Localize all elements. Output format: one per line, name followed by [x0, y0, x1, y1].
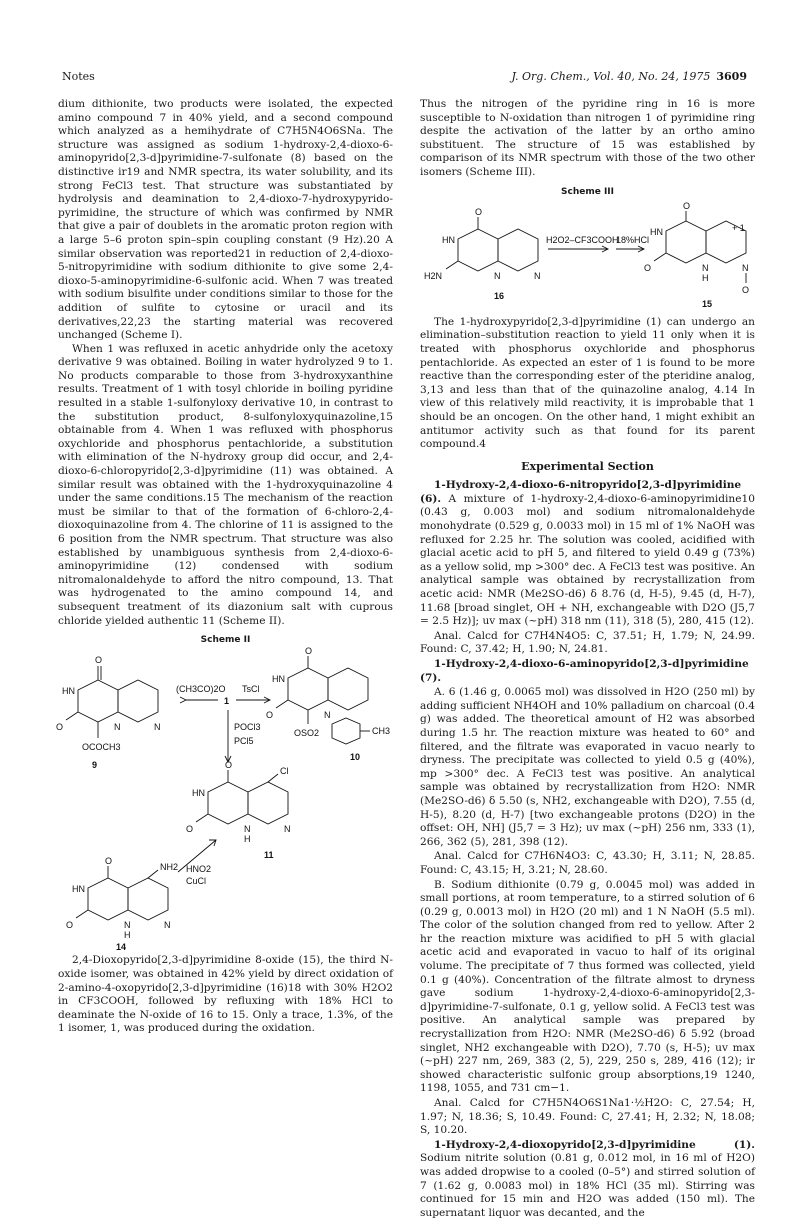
- experimental-section-heading: Experimental Section: [521, 459, 654, 473]
- svg-text:POCl3: POCl3: [234, 721, 261, 732]
- svg-text:N: N: [124, 919, 131, 930]
- svg-text:O: O: [56, 721, 64, 732]
- svg-text:O: O: [475, 207, 483, 218]
- svg-text:OSO2: OSO2: [294, 727, 320, 738]
- analysis-line: Anal. Calcd for C7H4N4O5: C, 37.51; H, 1.79; N, 24.99. Found: C, 37.42; H, 1.90; N, 24.81.: [420, 629, 755, 656]
- svg-text:O: O: [266, 709, 274, 720]
- compound-10-structure: [266, 646, 390, 762]
- compound-11-structure: [186, 760, 291, 860]
- scheme-iii-diagram: [420, 201, 755, 311]
- svg-text:HN: HN: [72, 883, 85, 894]
- svg-text:16: 16: [494, 291, 505, 302]
- svg-text:N: N: [114, 721, 121, 732]
- procedure-a: A. 6 (1.46 g, 0.0065 mol) was dissolved in H2O (250 ml) by adding sufficient NH4OH and 10% palladium on charcoal (0.4 g) was added. The theoretical amount of H2 was absorbed during 1.5 hr. The reaction mixture was heated to 60° and filtered, and the filtrate was evaporated in vacuo nearly to dryness. The precipitate was collected to yield 0.5 g (40%), mp >300° dec. A FeCl3 test was positive. An analytical sample was obtained by recrystallization from H2O: NMR (Me2SO-d6) δ 5.50 (s, NH2, exchangeable with D2O), 7.55 (d, H-5), 8.20 (d, H-7) [two exchangeable protons (D2O) in the offset: OH, NH] (J5,7 = 3 Hz); uv max (~pH) 256 nm, 333 (1), 266, 362 (5), 281, 398 (12).: [420, 686, 755, 848]
- svg-text:15: 15: [702, 299, 713, 310]
- svg-text:N: N: [702, 263, 709, 274]
- svg-text:N: N: [154, 721, 161, 732]
- paragraph: When 1 was refluxed in acetic anhydride only the acetoxy derivative 9 was obtained. Boiling in water hydrolyzed 9 to 1. No products comparable to those from 3-hydroxyxanthine results. Treatment of 1 with tosyl chloride in boiling pyridine resulted in a stable 1-sulfonyloxy derivative 10, in contrast to the substitution product, 8-sulfonyloxyquinazoline,15 obtainable from 4. When 1 was refluxed with phosphorus oxychloride and phosphorus pentachloride, a substitution with elimination of the N-hydroxy group did occur, and 2,4-dioxo-6-chloropyrido[2,3-d]pyrimidine (11) was obtained. A similar result was obtained with the 1-hydroxyquinazoline 4 under the same conditions.15 The mechanism of the reaction must be similar to that of the formation of 6-chloro-2,4-dioxoquinazoline from 4. The chlorine of 11 is assigned to the 6 position from the NMR spectrum. That structure was also established by unambiguous synthesis from 2,4-dioxo-6-aminopyrimidine (12) condensed with sodium nitromalonaldehyde to afford the nitro compound, 13. That was hydrogenated to the amino compound 14, and subsequent treatment of its diazonium salt with cuprous chloride yielded authentic 11 (Scheme II).: [58, 342, 393, 627]
- svg-text:TsCl: TsCl: [242, 683, 260, 694]
- paragraph: Thus the nitrogen of the pyridine ring in 16 is more susceptible to N-oxidation than nitrogen 1 of pyrimidine ring despite the activation of the latter by an ortho amino substituent. The structure of 15 was established by comparison of its NMR spectrum with those of the two other isomers (Scheme III).: [420, 98, 755, 178]
- svg-text:H: H: [702, 273, 709, 284]
- svg-text:HN: HN: [650, 227, 663, 238]
- svg-text:CH3: CH3: [372, 725, 391, 736]
- svg-text:18%HCl: 18%HCl: [616, 235, 650, 246]
- journal-citation: J. Org. Chem., Vol. 40, No. 24, 1975: [511, 70, 711, 83]
- svg-text:O: O: [95, 654, 103, 665]
- svg-text:10: 10: [350, 751, 361, 762]
- analysis-line: Anal. Calcd for C7H6N4O3: C, 43.30; H, 3.11; N, 28.85. Found: C, 43.15; H, 3.21; N, 28.60.: [420, 850, 755, 876]
- svg-text:N: N: [494, 271, 501, 282]
- paragraph: dium dithionite, two products were isolated, the expected amino compound 7 in 40% yield, and a second compound which analyzed as a hemihydrate of C7H5N4O6SNa. The structure was assigned as sodium 1-hydroxy-2,4-dioxo-6-aminopyrido[2,3-d]pyrimidine-7-sulfonate (8) based on the distinctive ir19 and NMR spectra, its water solubility, and its strong FeCl3 test. That structure was substantiated by hydrolysis and deamination to 2,4-dioxo-7-hydroxypyrido-pyrimidine, the structure of which was confirmed by NMR that give a pair of doublets in the aromatic proton region with a large 5–6 proton spin–spin coupling constant (9 Hz).20 A similar observation was reported21 in reduction of 2,4-dioxo-5-nitropyrimidine with sodium dithionite to give some 2,4-dioxo-5-aminopyrimidine-6-sulfonic acid. When 7 was treated with sodium bisulfite under conditions similar to those for the addition of sulfite to cytosine or uracil and its derivatives,22,23 the starting material was recovered unchanged (Scheme I).: [58, 98, 393, 342]
- svg-text:1: 1: [224, 695, 230, 706]
- svg-text:O: O: [305, 645, 313, 656]
- experimental-entry-7: 1-Hydroxy-2,4-dioxo-6-aminopyrido[2,3-d]pyrimidine (7).: [420, 658, 749, 684]
- scheme-ii-title: Scheme II: [200, 635, 251, 646]
- svg-text:H2O2–CF3COOH: H2O2–CF3COOH: [546, 235, 619, 246]
- running-head-left: Notes: [62, 70, 95, 83]
- svg-text:H: H: [124, 929, 131, 940]
- svg-text:O: O: [186, 823, 194, 834]
- svg-text:O: O: [105, 855, 113, 866]
- svg-text:O: O: [683, 201, 691, 212]
- paragraph: 2,4-Dioxopyrido[2,3-d]pyrimidine 8-oxide (15), the third N-oxide isomer, was obtained in 42% yield by direct oxidation of 2-amino-4-oxopyrido[2,3-d]pyrimidine (16)18 with 30% H2O2 in CF3COOH, followed by refluxing with 18% HCl to deaminate the N-oxide of 16 to 15. Only a trace, 1.3%, of the 1 isomer, 1, was produced during the oxidation.: [58, 954, 393, 1035]
- svg-text:O: O: [66, 919, 74, 930]
- scheme-iii-title: Scheme III: [561, 186, 614, 197]
- procedure-b: B. Sodium dithionite (0.79 g, 0.0045 mol) was added in small portions, at room temperature, to a stirred solution of 6 (0.29 g, 0.0013 mol) in H2O (20 ml) and 1 N NaOH (5.5 ml). The color of the solution changed from red to yellow. After 2 hr the reaction mixture was acidified to pH 5 with glacial acetic acid and evaporated in vacuo to half of its original volume. The precipitate of 7 thus formed was collected, yield 0.1 g (40%). Concentration of the filtrate almost to dryness gave sodium 1-hydroxy-2,4-dioxo-6-aminopyrido[2,3-d]pyrimidine-7-sulfonate, 0.1 g, yellow solid. A FeCl3 test was positive. An analytical sample was prepared by recrystallization from H2O: NMR (Me2SO-d6) δ 5.92 (broad singlet, NH2 exchangeable with D2O), 7.70 (s, H-5); uv max (~pH) 227 nm, 269, 383 (2, 5), 229, 250 s, 289, 416 (12); ir showed characteristic sulfonic group absorptions,19 1240, 1198, 1055, and 731 cm−1.: [420, 878, 755, 1095]
- svg-text:H2N: H2N: [424, 271, 443, 282]
- paragraph: The 1-hydroxypyrido[2,3-d]pyrimidine (1) can undergo an elimination–substitution reaction to yield 11 only when it is treated with phosphorus oxychloride and phosphorus pentachloride. As expected an ester of 1 is found to be more reactive than the corresponding ester of the pteridine analog, 3,13 and less than that of the quinazoline analog, 4.14 In view of this relatively mild reactivity, it is improbable that 1 should be an oncogen. On the other hand, 1 might exhibit an antitumor activity such as that found for its parent compound.4: [420, 315, 755, 451]
- svg-text:+ 1: + 1: [732, 223, 745, 234]
- running-head-right: [511, 70, 747, 83]
- svg-text:14: 14: [116, 941, 127, 952]
- svg-text:PCl5: PCl5: [234, 735, 254, 746]
- svg-text:N: N: [742, 263, 749, 274]
- svg-text:HN: HN: [62, 685, 75, 696]
- left-column: [58, 98, 393, 1036]
- svg-text:N: N: [164, 919, 171, 930]
- page-number: 3609: [716, 70, 747, 83]
- compound-15-structure: [644, 201, 749, 309]
- svg-text:N: N: [244, 823, 251, 834]
- svg-text:N: N: [284, 823, 291, 834]
- analysis-line: Anal. Calcd for C7H5N4O6S1Na1·½H2O: C, 27.54; H, 1.97; N, 18.36; S, 10.49. Found: C, 27.41; H, 2.32; N, 18.08; S, 10.20.: [420, 1097, 755, 1137]
- compound-9-structure: [56, 655, 161, 770]
- svg-text:H: H: [244, 833, 251, 844]
- svg-text:CuCl: CuCl: [186, 875, 207, 886]
- svg-text:9: 9: [92, 759, 98, 770]
- svg-text:HN: HN: [272, 673, 285, 684]
- svg-text:HN: HN: [442, 235, 455, 246]
- svg-text:N: N: [534, 271, 541, 282]
- experimental-entry-6: 1-Hydroxy-2,4-dioxo-6-nitropyrido[2,3-d]pyrimidine (6). A mixture of 1-hydroxy-2,4-dioxo-6-aminopyrimidine10 (0.43 g, 0.003 mol) and sodium nitromalonaldehyde monohydrate (0.529 g, 0.0033 mol) in 15 ml of 1% NaOH was refluxed for 2.25 hr. The solution was cooled, acidified with glacial acetic acid to pH 5, and filtered to yield 0.49 g (73%) as a yellow solid, mp >300° dec. A FeCl3 test was positive. An analytical sample was obtained by recrystallization from acetic acid: NMR (Me2SO-d6) δ 8.76 (d, H-5), 9.45 (d, H-7), 11.68 [broad singlet, OH + NH, exchangeable with D2O (J5,7 = 2.5 Hz)]; uv max (~pH) 318 nm (11), 318 (5), 280, 415 (12).: [420, 479, 755, 628]
- svg-text:11: 11: [264, 849, 274, 860]
- compound-16-structure: [424, 207, 541, 301]
- svg-text:O: O: [644, 263, 652, 274]
- experimental-entry-1: 1-Hydroxy-2,4-dioxopyrido[2,3-d]pyrimidine (1). Sodium nitrite solution (0.81 g, 0.012 mol, in 16 ml of H2O) was added dropwise to a cooled (0–5°) and stirred solution of 7 (1.62 g, 0.0083 mol) in 18% HCl (35 ml). Stirring was continued for 15 min and H2O was added (150 ml). The supernatant liquor was decanted, and the: [420, 1138, 755, 1219]
- svg-text:Cl: Cl: [280, 765, 289, 776]
- svg-text:O: O: [225, 759, 233, 770]
- right-column: [420, 98, 755, 1221]
- svg-text:NH2: NH2: [160, 861, 179, 872]
- svg-text:HN: HN: [192, 787, 205, 798]
- compound-14-structure: [66, 856, 178, 952]
- svg-text:HNO2: HNO2: [186, 863, 212, 874]
- scheme-ii-diagram: [56, 645, 393, 952]
- svg-text:O: O: [742, 285, 750, 296]
- svg-text:OCOCH3: OCOCH3: [82, 741, 121, 752]
- svg-text:N: N: [324, 709, 331, 720]
- svg-text:(CH3CO)2O: (CH3CO)2O: [176, 683, 226, 694]
